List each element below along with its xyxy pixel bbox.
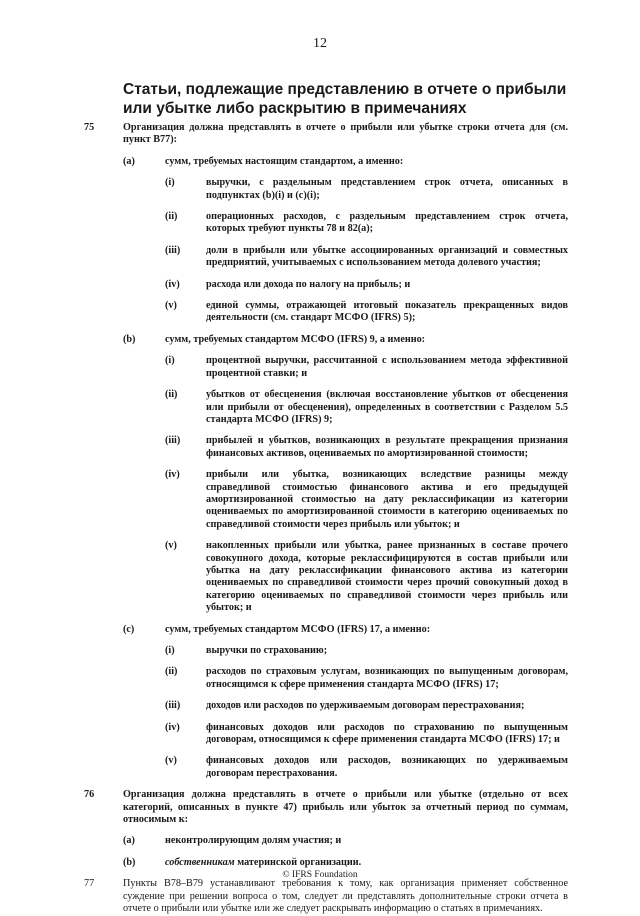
paragraph-76 xyxy=(0,789,640,826)
item-text: неконтролирующим долям участия; и xyxy=(165,835,342,847)
list-item-a xyxy=(0,156,640,168)
sub-item xyxy=(0,645,640,657)
sub-item xyxy=(0,540,640,614)
sub-item-text: операционных расходов, с раздельным представлением строк отчета, которых требуют пункты 78 и 82(a); xyxy=(206,211,568,235)
sub-item-text: прибыли или убытка, возникающих вследствие разницы между справедливой стоимостью финансового актива и его предыдущей амортизированной стоимостью на дату реклассификации из категории оцениваемых по амортизированной стоимости в категорию оцениваемых по справедливой стоимости через прибыль или убыток; и xyxy=(206,469,568,530)
sub-item-text: процентной выручки, рассчитанной с использованием метода эффективной процентной ставки; и xyxy=(206,355,568,379)
sub-item xyxy=(0,300,640,325)
list-item-a xyxy=(0,835,640,847)
sub-item-label: (iii) xyxy=(165,244,181,256)
sub-item-label: (iv) xyxy=(165,278,180,290)
paragraph-number: 76 xyxy=(84,789,95,801)
paragraph-text: Организация должна представлять в отчете о прибыли или убытке строки отчета для (см. пункт B77): xyxy=(123,122,568,146)
sub-item xyxy=(0,389,640,426)
sub-item-label: (i) xyxy=(165,355,175,367)
paragraph-number: 75 xyxy=(84,122,95,133)
list-item-b xyxy=(0,334,640,346)
sub-item-text: выручки по страхованию; xyxy=(206,645,328,656)
sub-item-label: (iii) xyxy=(165,435,181,447)
sub-item-label: (ii) xyxy=(165,666,178,678)
sub-item xyxy=(0,700,640,712)
sub-item-label: (i) xyxy=(165,177,175,189)
paragraph-75 xyxy=(0,122,640,147)
item-text: сумм, требуемых стандартом МСФО (IFRS) 17, а именно: xyxy=(165,623,431,635)
sub-item-text: накопленных прибыли или убытка, ранее признанных в составе прочего совокупного дохода, которые реклассифицируются в состав прибыли или убытка на дату реклассификации финансового актива из категории оцениваемых по справедливой стоимости через прочий совокупный доход в категорию оцениваемых по справедливой стоимости через прибыль или убыток; и xyxy=(206,540,568,614)
item-text: сумм, требуемых настоящим стандартом, а именно: xyxy=(165,155,404,167)
defined-term: собственникам xyxy=(165,856,235,868)
paragraph-text: Организация должна представлять в отчете о прибыли или убытке (отдельно от всех категорий, описанных в пункте 47) прибыль или убыток за отчетный период по суммам, относимым к: xyxy=(123,789,568,826)
sub-item xyxy=(0,666,640,691)
item-label: (b) xyxy=(123,856,136,868)
sub-item xyxy=(0,435,640,460)
sub-item-label: (ii) xyxy=(165,211,178,223)
paragraph-number: 77 xyxy=(84,878,95,890)
sub-item-text: доходов или расходов по удерживаемым договорам перестрахования; xyxy=(206,700,525,712)
sub-item xyxy=(0,722,640,747)
sub-item-label: (ii) xyxy=(165,389,178,401)
sub-item xyxy=(0,355,640,380)
sub-item-text: финансовых доходов или расходов, возникающих по удерживаемым договорам перестрахования. xyxy=(206,755,568,779)
sub-item-text: единой суммы, отражающей итоговый показатель прекращенных видов деятельности (см. стандарт МСФО (IFRS) 5); xyxy=(206,300,568,324)
sub-item-text: доли в прибыли или убытке ассоциированных организаций и совместных предприятий, учитываемых с использованием метода долевого участия; xyxy=(206,244,568,269)
page-footer: © IFRS Foundation xyxy=(282,870,358,880)
sub-item-label: (v) xyxy=(165,300,177,312)
sub-item xyxy=(0,177,640,202)
paragraph-text: Пункты B78–B79 устанавливают требования к тому, как организация применяет собственное суждение при решении вопроса о том, следует ли представлять дополнительные строки отчета в отчете о прибыли или убытке или же следует раскрывать информацию о статьях в примечаниях. xyxy=(123,878,568,915)
item-text-rest: материнской организации. xyxy=(234,856,362,868)
sub-item xyxy=(0,245,640,270)
sub-item-text: убытков от обесценения (включая восстановление убытков от обесценения или прибыли от обесценения), определенных в соответствии с Разделом 5.5 стандарта МСФО (IFRS) 9; xyxy=(206,389,568,425)
sub-item-text: расхода или дохода по налогу на прибыль; и xyxy=(206,278,411,290)
document-body xyxy=(0,122,640,916)
sub-item xyxy=(0,469,640,531)
sub-item xyxy=(0,279,640,291)
sub-item-label: (v) xyxy=(165,540,177,552)
list-item-c xyxy=(0,624,640,636)
sub-item-label: (i) xyxy=(165,645,175,656)
item-text xyxy=(165,857,568,869)
sub-item-text: выручки, с разделыным представлением строк отчета, описанных в подпунктах (b)(i) и (c)(i); xyxy=(206,177,568,201)
item-text: сумм, требуемых стандартом МСФО (IFRS) 9, а именно: xyxy=(165,333,426,345)
sub-item-label: (iv) xyxy=(165,469,180,481)
sub-item-text: расходов по страховым услугам, возникающих по выпущенным договорам, относящимся к сфере применения стандарта МСФО (IFRS) 17; xyxy=(206,666,568,690)
sub-item xyxy=(0,211,640,236)
sub-item xyxy=(0,755,640,780)
item-label: (b) xyxy=(123,333,136,345)
sub-item-text: финансовых доходов или расходов по страхованию по выпущенным договорам, относящимся к сфере применения стандарта МСФО (IFRS) 17; и xyxy=(206,721,568,746)
item-label: (c) xyxy=(123,623,135,635)
section-heading: Статьи, подлежащие представлению в отчете о прибыли или убытке либо раскрытию в примечаниях xyxy=(123,81,567,117)
sub-item-label: (v) xyxy=(165,755,177,767)
item-label: (a) xyxy=(123,155,135,167)
sub-item-label: (iv) xyxy=(165,721,180,733)
item-label: (a) xyxy=(123,835,135,847)
list-item-b xyxy=(0,857,640,869)
sub-item-label: (iii) xyxy=(165,700,181,712)
paragraph-77 xyxy=(0,878,640,915)
sub-item-text: прибылей и убытков, возникающих в результате прекращения признания финансовых активов, оцениваемых по амортизированной стоимости; xyxy=(206,435,568,459)
page-number: 12 xyxy=(313,36,327,51)
